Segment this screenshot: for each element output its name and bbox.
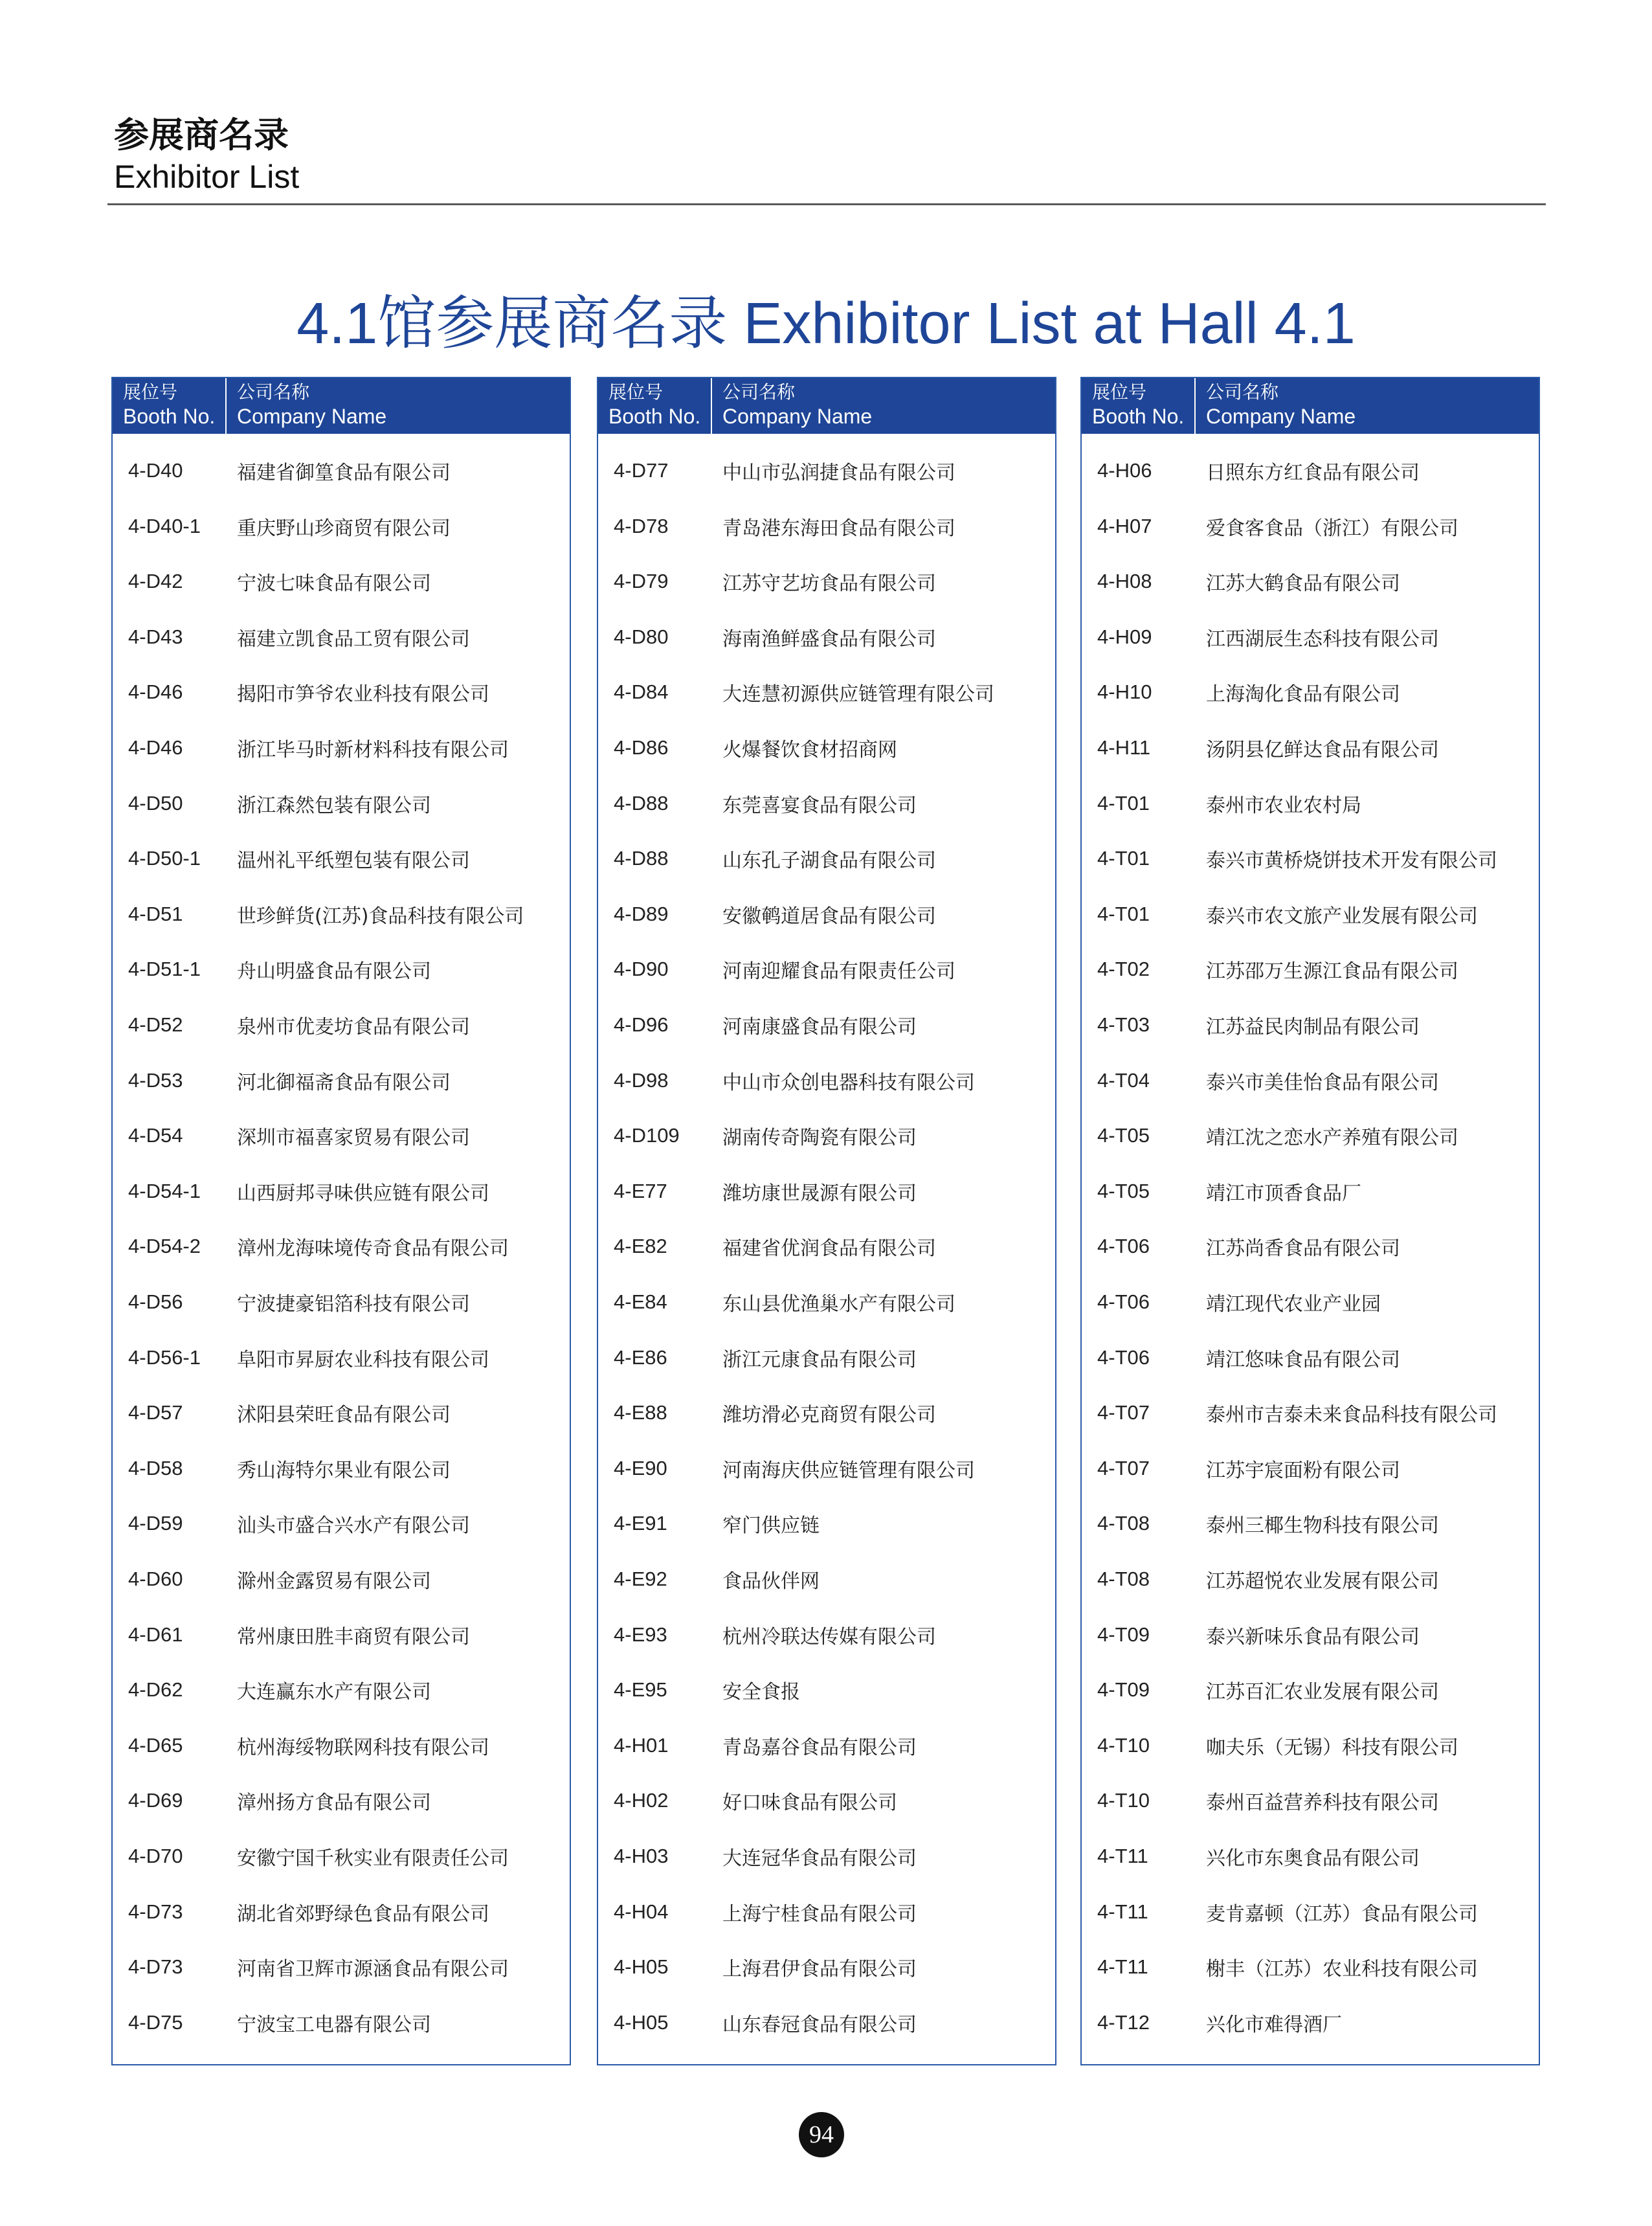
company-name: 东山县优渔巢水产有限公司 xyxy=(722,1293,955,1316)
company-name: 中山市众创电器科技有限公司 xyxy=(722,1071,975,1094)
booth-number: 4-D109 xyxy=(614,1124,680,1147)
table-row xyxy=(113,1164,570,1219)
booth-number: 4-H03 xyxy=(614,1845,669,1867)
table-row xyxy=(598,499,1055,554)
table-row xyxy=(113,1662,570,1718)
booth-number: 4-D73 xyxy=(128,1955,183,1979)
table-row xyxy=(1082,1995,1539,2051)
booth-number: 4-T01 xyxy=(1097,791,1150,815)
company-name: 福建省御篁食品有限公司 xyxy=(237,462,451,484)
table-row xyxy=(598,1385,1055,1441)
company-name: 湖南传奇陶瓷有限公司 xyxy=(722,1127,917,1150)
table-row xyxy=(113,1939,570,1995)
table-header xyxy=(1082,378,1539,434)
booth-number: 4-D40 xyxy=(128,459,183,482)
booth-number: 4-D51 xyxy=(128,902,183,925)
company-column-header xyxy=(1196,378,1356,434)
company-name: 靖江市顶香食品厂 xyxy=(1206,1182,1361,1205)
company-name: 揭阳市笋爷农业科技有限公司 xyxy=(237,683,489,706)
table-row xyxy=(113,1828,570,1884)
company-name: 泉州市优麦坊食品有限公司 xyxy=(237,1016,470,1039)
header-title-en: Exhibitor List xyxy=(114,159,300,195)
table-row xyxy=(598,1551,1055,1607)
company-name: 江苏邵万生源江食品有限公司 xyxy=(1206,960,1458,984)
company-name: 湖北省郊野绿色食品有限公司 xyxy=(237,1902,489,1926)
table-row xyxy=(598,1441,1055,1496)
company-name: 泰兴市黄桥烧饼技术开发有限公司 xyxy=(1206,849,1497,873)
company-column-header xyxy=(712,378,872,434)
table-row xyxy=(1082,886,1539,942)
booth-number: 4-T08 xyxy=(1097,1568,1150,1590)
booth-number: 4-H05 xyxy=(614,1955,669,1979)
booth-number: 4-D77 xyxy=(614,459,669,482)
table-row xyxy=(113,886,570,942)
table-row xyxy=(113,1274,570,1330)
booth-number: 4-D54-1 xyxy=(128,1179,201,1202)
table-row xyxy=(113,997,570,1053)
table-row xyxy=(1082,664,1539,720)
table-row xyxy=(1082,1718,1539,1773)
booth-number: 4-D79 xyxy=(614,570,669,593)
booth-number: 4-E92 xyxy=(614,1568,667,1590)
company-header-cn: 公司名称 xyxy=(237,381,310,403)
table-row xyxy=(1082,1108,1539,1164)
company-name: 江苏守艺坊食品有限公司 xyxy=(722,572,936,596)
table-row xyxy=(113,720,570,776)
company-name: 上海君伊食品有限公司 xyxy=(722,1958,917,1981)
booth-number: 4-T09 xyxy=(1097,1678,1150,1702)
table-row xyxy=(113,1053,570,1108)
company-name: 泰兴新味乐食品有限公司 xyxy=(1206,1625,1420,1648)
booth-number: 4-D43 xyxy=(128,625,183,648)
table-row xyxy=(1082,609,1539,665)
booth-number: 4-D50 xyxy=(128,791,183,815)
table-row xyxy=(113,831,570,886)
booth-number: 4-T08 xyxy=(1097,1512,1150,1535)
booth-number: 4-D59 xyxy=(128,1512,183,1535)
table-row xyxy=(1082,1496,1539,1551)
booth-number: 4-T03 xyxy=(1097,1013,1150,1036)
booth-number: 4-T02 xyxy=(1097,958,1150,981)
booth-number: 4-H06 xyxy=(1097,459,1152,482)
table-row xyxy=(113,1551,570,1607)
company-header-en: Company Name xyxy=(1206,405,1356,428)
company-name: 福建立凯食品工贸有限公司 xyxy=(237,627,470,651)
booth-column-header xyxy=(598,378,712,434)
booth-number: 4-H04 xyxy=(614,1900,669,1923)
booth-number: 4-T06 xyxy=(1097,1235,1150,1258)
booth-number: 4-E90 xyxy=(614,1456,667,1479)
table-row xyxy=(1082,1551,1539,1607)
company-name: 河南省卫辉市源涵食品有限公司 xyxy=(237,1958,509,1981)
booth-number: 4-D69 xyxy=(128,1789,183,1812)
booth-number: 4-D50-1 xyxy=(128,847,201,870)
company-name: 浙江毕马时新材料科技有限公司 xyxy=(237,739,509,761)
company-name: 窄门供应链 xyxy=(722,1514,820,1538)
booth-number: 4-T10 xyxy=(1097,1789,1150,1812)
booth-number: 4-E95 xyxy=(614,1678,667,1702)
table-row xyxy=(113,1884,570,1940)
company-name: 上海淘化食品有限公司 xyxy=(1206,683,1400,706)
company-name: 大连冠华食品有限公司 xyxy=(722,1847,917,1870)
booth-number: 4-H10 xyxy=(1097,680,1152,704)
booth-column-header xyxy=(113,378,227,434)
company-name: 泰兴市美佳怡食品有限公司 xyxy=(1206,1071,1439,1094)
company-name: 宁波捷豪铝箔科技有限公司 xyxy=(237,1293,470,1316)
table-row xyxy=(598,886,1055,942)
company-name: 安徽鹌道居食品有限公司 xyxy=(722,905,936,928)
company-name: 好口味食品有限公司 xyxy=(722,1792,897,1815)
table-row xyxy=(1082,997,1539,1053)
table-row xyxy=(113,1496,570,1551)
table-row xyxy=(113,1330,570,1386)
company-name: 舟山明盛食品有限公司 xyxy=(237,960,431,984)
company-name: 江西湖辰生态科技有限公司 xyxy=(1206,627,1439,651)
page-title: 4.1馆参展商名录 Exhibitor List at Hall 4.1 xyxy=(296,291,1356,356)
company-name: 泰州市农业农村局 xyxy=(1206,794,1361,817)
company-name: 靖江现代农业产业园 xyxy=(1206,1293,1381,1316)
table-row xyxy=(1082,776,1539,831)
booth-number: 4-D56-1 xyxy=(128,1345,201,1369)
booth-number: 4-D42 xyxy=(128,570,183,593)
company-name: 东莞喜宴食品有限公司 xyxy=(722,794,917,817)
company-name: 秀山海特尔果业有限公司 xyxy=(237,1459,451,1482)
booth-number: 4-T06 xyxy=(1097,1345,1150,1369)
table-row xyxy=(1082,1385,1539,1441)
booth-number: 4-T01 xyxy=(1097,902,1150,925)
table-row xyxy=(598,1053,1055,1108)
booth-number: 4-D80 xyxy=(614,625,669,648)
booth-number: 4-D89 xyxy=(614,902,669,925)
booth-number: 4-D90 xyxy=(614,958,669,981)
company-name: 榭丰（江苏）农业科技有限公司 xyxy=(1206,1958,1478,1981)
booth-number: 4-T04 xyxy=(1097,1068,1150,1092)
company-name: 山东孔子湖食品有限公司 xyxy=(722,849,936,873)
table-row xyxy=(598,1164,1055,1219)
table-row xyxy=(598,1496,1055,1551)
table-row xyxy=(598,831,1055,886)
booth-number: 4-E93 xyxy=(614,1623,667,1646)
company-name: 河南康盛食品有限公司 xyxy=(722,1016,917,1039)
company-name: 潍坊滑必克商贸有限公司 xyxy=(722,1404,936,1427)
booth-number: 4-D46 xyxy=(128,680,183,704)
table-row xyxy=(1082,1053,1539,1108)
booth-number: 4-T05 xyxy=(1097,1124,1150,1147)
booth-number: 4-H11 xyxy=(1097,736,1151,759)
booth-number: 4-D98 xyxy=(614,1068,669,1092)
table-row xyxy=(598,1274,1055,1330)
booth-number: 4-H01 xyxy=(614,1733,669,1757)
company-name: 江苏宇宸面粉有限公司 xyxy=(1206,1459,1400,1482)
table-row xyxy=(1082,941,1539,997)
company-name: 河北御福斋食品有限公司 xyxy=(237,1071,451,1094)
table-row xyxy=(598,1995,1055,2051)
booth-number: 4-D53 xyxy=(128,1068,183,1092)
booth-number: 4-D65 xyxy=(128,1733,183,1757)
table-row xyxy=(113,1718,570,1773)
booth-number: 4-D88 xyxy=(614,847,669,870)
booth-number: 4-D54-2 xyxy=(128,1235,201,1258)
booth-number: 4-E86 xyxy=(614,1345,667,1369)
table-row xyxy=(598,776,1055,831)
company-name: 温州礼平纸塑包装有限公司 xyxy=(237,849,470,873)
exhibitor-table-3 xyxy=(1080,377,1540,2065)
table-row xyxy=(113,1441,570,1496)
booth-number: 4-T11 xyxy=(1097,1845,1148,1867)
company-name: 青岛嘉谷食品有限公司 xyxy=(722,1736,917,1759)
booth-number: 4-T09 xyxy=(1097,1623,1150,1646)
company-name: 食品伙伴网 xyxy=(722,1570,820,1593)
company-name: 中山市弘润捷食品有限公司 xyxy=(722,462,955,484)
table-row xyxy=(113,1995,570,2051)
booth-number: 4-T11 xyxy=(1097,1955,1148,1979)
booth-header-en: Booth No. xyxy=(1092,405,1185,428)
booth-number: 4-D78 xyxy=(614,514,669,537)
company-name: 阜阳市昇厨农业科技有限公司 xyxy=(237,1348,489,1371)
company-name: 安徽宁国千秋实业有限责任公司 xyxy=(237,1847,509,1870)
table-row xyxy=(113,1108,570,1164)
booth-number: 4-T05 xyxy=(1097,1179,1150,1202)
booth-number: 4-D57 xyxy=(128,1401,183,1424)
booth-number: 4-T07 xyxy=(1097,1456,1150,1479)
table-row xyxy=(1082,1828,1539,1884)
booth-number: 4-E91 xyxy=(614,1512,667,1535)
booth-number: 4-D84 xyxy=(614,680,669,704)
company-name: 漳州龙海味境传奇食品有限公司 xyxy=(237,1237,509,1261)
page-number: 94 xyxy=(799,2112,844,2157)
table-row xyxy=(1082,1662,1539,1718)
booth-number: 4-D51-1 xyxy=(128,958,201,981)
booth-number: 4-H08 xyxy=(1097,570,1152,593)
company-name: 泰兴市农文旅产业发展有限公司 xyxy=(1206,905,1478,928)
booth-number: 4-T06 xyxy=(1097,1290,1150,1313)
booth-number: 4-D61 xyxy=(128,1623,183,1646)
table-row xyxy=(598,664,1055,720)
table-row xyxy=(598,1330,1055,1386)
company-name: 杭州海绥物联网科技有限公司 xyxy=(237,1736,489,1759)
company-name: 海南渔鲜盛食品有限公司 xyxy=(722,627,936,651)
table-row xyxy=(113,664,570,720)
company-name: 江苏益民肉制品有限公司 xyxy=(1206,1016,1420,1039)
company-name: 安全食报 xyxy=(722,1681,800,1704)
company-name: 汤阴县亿鲜达食品有限公司 xyxy=(1206,739,1439,761)
company-name: 杭州冷联达传媒有限公司 xyxy=(722,1625,936,1648)
booth-number: 4-T10 xyxy=(1097,1733,1150,1757)
page-header xyxy=(114,114,299,197)
table-row xyxy=(1082,443,1539,499)
company-header-cn: 公司名称 xyxy=(1206,381,1279,403)
company-name: 麦肯嘉顿（江苏）食品有限公司 xyxy=(1206,1902,1478,1926)
company-name: 爱食客食品（浙江）有限公司 xyxy=(1206,517,1458,540)
table-row xyxy=(598,1884,1055,1940)
company-name: 兴化市难得酒厂 xyxy=(1206,2013,1342,2036)
company-name: 江苏超悦农业发展有限公司 xyxy=(1206,1570,1439,1593)
booth-number: 4-T01 xyxy=(1097,847,1150,870)
booth-number: 4-E82 xyxy=(614,1235,667,1258)
table-row xyxy=(1082,1441,1539,1496)
table-row xyxy=(113,609,570,665)
table-row xyxy=(598,997,1055,1053)
company-name: 火爆餐饮食材招商网 xyxy=(722,739,897,761)
company-name: 江苏大鹤食品有限公司 xyxy=(1206,572,1400,596)
exhibitor-table-2 xyxy=(597,377,1056,2065)
company-name: 大连赢东水产有限公司 xyxy=(237,1681,431,1704)
table-header xyxy=(598,378,1055,434)
company-name: 福建省优润食品有限公司 xyxy=(722,1237,936,1261)
booth-number: 4-D56 xyxy=(128,1290,183,1313)
company-name: 泰州市吉泰未来食品科技有限公司 xyxy=(1206,1404,1497,1427)
booth-number: 4-D60 xyxy=(128,1568,183,1590)
table-row xyxy=(113,1773,570,1828)
table-row xyxy=(113,1385,570,1441)
table-row xyxy=(598,443,1055,499)
booth-number: 4-H02 xyxy=(614,1789,669,1812)
booth-header-en: Booth No. xyxy=(123,405,216,428)
table-row xyxy=(113,1607,570,1663)
company-header-en: Company Name xyxy=(722,405,873,428)
table-row xyxy=(1082,1330,1539,1386)
booth-header-en: Booth No. xyxy=(608,405,701,428)
booth-header-cn: 展位号 xyxy=(608,381,664,403)
company-name: 浙江森然包装有限公司 xyxy=(237,794,431,817)
table-row xyxy=(1082,1773,1539,1828)
table-row xyxy=(598,720,1055,776)
company-name: 靖江沈之恋水产养殖有限公司 xyxy=(1206,1127,1458,1150)
table-row xyxy=(1082,1884,1539,1940)
company-header-en: Company Name xyxy=(237,405,387,428)
table-row xyxy=(598,1219,1055,1274)
booth-number: 4-D46 xyxy=(128,736,183,759)
booth-number: 4-E88 xyxy=(614,1401,667,1424)
table-header xyxy=(113,378,570,434)
table-row xyxy=(1082,1939,1539,1995)
table-row xyxy=(1082,720,1539,776)
table-row xyxy=(113,554,570,609)
company-name: 泰州百益营养科技有限公司 xyxy=(1206,1792,1439,1815)
table-row xyxy=(1082,1164,1539,1219)
booth-number: 4-D62 xyxy=(128,1678,183,1702)
company-name: 潍坊康世晟源有限公司 xyxy=(722,1182,917,1205)
company-name: 泰州三椰生物科技有限公司 xyxy=(1206,1514,1439,1538)
company-name: 靖江悠味食品有限公司 xyxy=(1206,1348,1400,1371)
booth-number: 4-E77 xyxy=(614,1179,667,1202)
booth-number: 4-D54 xyxy=(128,1124,183,1147)
table-row xyxy=(598,609,1055,665)
booth-number: 4-D52 xyxy=(128,1013,183,1036)
table-row xyxy=(1082,831,1539,886)
booth-number: 4-D40-1 xyxy=(128,514,201,537)
company-name: 大连慧初源供应链管理有限公司 xyxy=(722,683,994,706)
company-header-cn: 公司名称 xyxy=(722,381,796,403)
company-name: 滁州金露贸易有限公司 xyxy=(237,1570,431,1593)
company-column-header xyxy=(227,378,386,434)
company-name: 漳州扬方食品有限公司 xyxy=(237,1792,431,1815)
company-name: 山东春冠食品有限公司 xyxy=(722,2013,917,2036)
booth-number: 4-E84 xyxy=(614,1290,667,1313)
company-name: 上海宁桂食品有限公司 xyxy=(722,1902,917,1926)
booth-number: 4-D96 xyxy=(614,1013,669,1036)
booth-number: 4-D58 xyxy=(128,1456,183,1479)
company-name: 汕头市盛合兴水产有限公司 xyxy=(237,1514,470,1538)
company-name: 世珍鲜货(江苏)食品科技有限公司 xyxy=(237,905,524,928)
table-row xyxy=(1082,1274,1539,1330)
booth-number: 4-D86 xyxy=(614,736,669,759)
table-row xyxy=(113,443,570,499)
table-row xyxy=(1082,554,1539,609)
booth-number: 4-T07 xyxy=(1097,1401,1150,1424)
booth-number: 4-D88 xyxy=(614,791,669,815)
booth-number: 4-H09 xyxy=(1097,625,1152,648)
booth-header-cn: 展位号 xyxy=(1092,381,1147,403)
booth-number: 4-T12 xyxy=(1097,2010,1150,2034)
table-row xyxy=(598,1607,1055,1663)
booth-column-header xyxy=(1082,378,1196,434)
company-name: 宁波七味食品有限公司 xyxy=(237,572,431,596)
company-name: 兴化市东奥食品有限公司 xyxy=(1206,1847,1420,1870)
company-name: 江苏尚香食品有限公司 xyxy=(1206,1237,1400,1261)
table-row xyxy=(1082,1607,1539,1663)
booth-number: 4-T11 xyxy=(1097,1900,1148,1923)
company-name: 咖夫乐（无锡）科技有限公司 xyxy=(1206,1736,1458,1759)
header-divider xyxy=(107,203,1546,205)
company-name: 浙江元康食品有限公司 xyxy=(722,1348,917,1371)
table-row xyxy=(598,1718,1055,1773)
table-row xyxy=(113,499,570,554)
table-row xyxy=(1082,1219,1539,1274)
company-name: 河南海庆供应链管理有限公司 xyxy=(722,1459,975,1482)
table-row xyxy=(598,1773,1055,1828)
table-row xyxy=(598,1828,1055,1884)
company-name: 沭阳县荣旺食品有限公司 xyxy=(237,1404,451,1427)
company-name: 宁波宝工电器有限公司 xyxy=(237,2013,431,2036)
table-row xyxy=(598,1662,1055,1718)
company-name: 日照东方红食品有限公司 xyxy=(1206,462,1420,484)
booth-number: 4-D75 xyxy=(128,2010,183,2034)
table-row xyxy=(598,554,1055,609)
company-name: 常州康田胜丰商贸有限公司 xyxy=(237,1625,470,1648)
booth-number: 4-H07 xyxy=(1097,514,1152,537)
company-name: 青岛港东海田食品有限公司 xyxy=(722,517,955,540)
company-name: 河南迎耀食品有限责任公司 xyxy=(722,960,955,984)
table-row xyxy=(113,941,570,997)
booth-number: 4-D70 xyxy=(128,1845,183,1867)
booth-number: 4-H05 xyxy=(614,2010,669,2034)
table-row xyxy=(1082,499,1539,554)
company-name: 重庆野山珍商贸有限公司 xyxy=(237,517,451,540)
table-row xyxy=(598,1939,1055,1995)
table-row xyxy=(113,1219,570,1274)
booth-number: 4-D73 xyxy=(128,1900,183,1923)
company-name: 江苏百汇农业发展有限公司 xyxy=(1206,1681,1439,1704)
header-title-cn: 参展商名录 xyxy=(114,115,289,155)
booth-header-cn: 展位号 xyxy=(123,381,178,403)
table-row xyxy=(598,1108,1055,1164)
table-row xyxy=(113,776,570,831)
table-row xyxy=(598,941,1055,997)
exhibitor-table-1 xyxy=(111,377,571,2065)
company-name: 深圳市福喜家贸易有限公司 xyxy=(237,1127,470,1150)
company-name: 山西厨邦寻味供应链有限公司 xyxy=(237,1182,489,1205)
